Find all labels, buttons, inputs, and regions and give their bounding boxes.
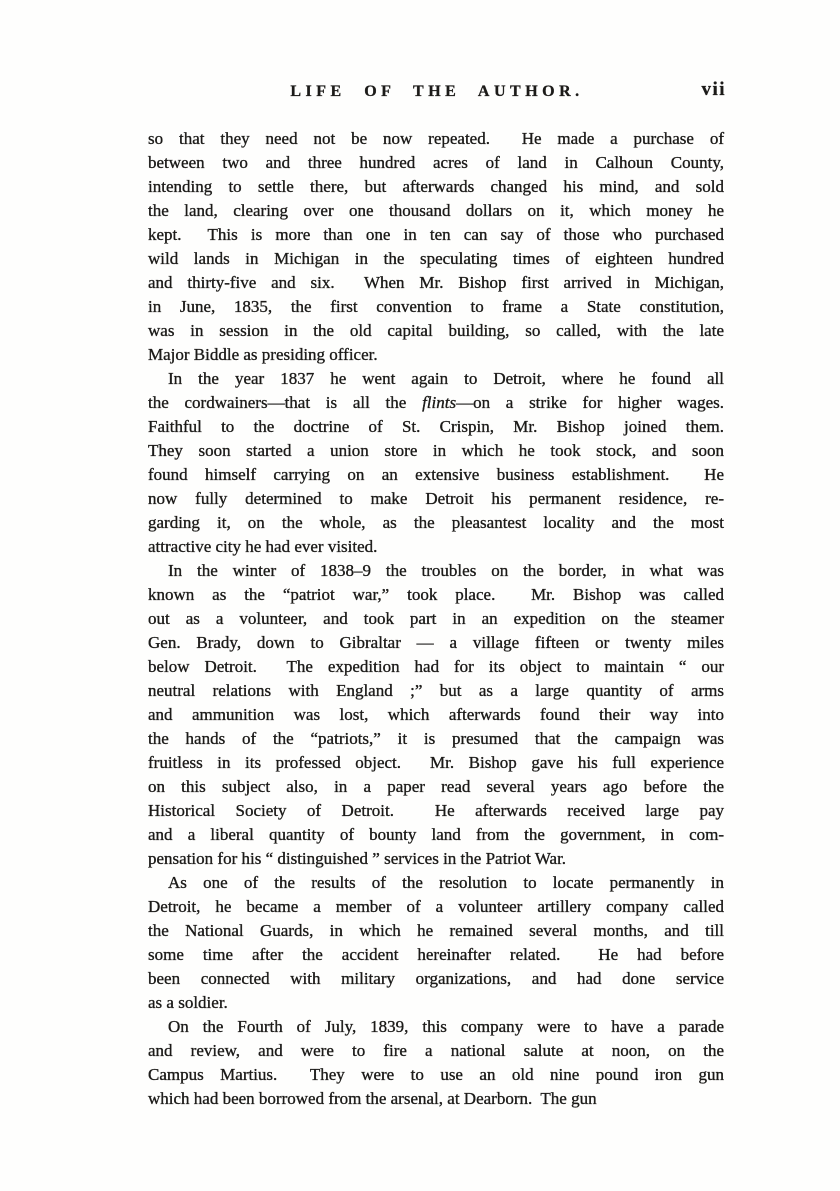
text-line: kept. This is more than one in ten can say of those who purchased — [148, 225, 724, 244]
text-line: some time after the accident hereinafter related. He had before — [148, 945, 724, 964]
text-line: wild lands in Michigan in the speculating times of eighteen hundred — [148, 249, 724, 268]
text-line: the cordwainers—that is all the flints—on a strike for higher wages. — [148, 393, 724, 412]
text-line: between two and three hundred acres of land in Calhoun County, — [148, 153, 724, 172]
paragraph — [148, 367, 724, 559]
text-line: Historical Society of Detroit. He afterwards received large pay — [148, 801, 724, 820]
paragraph — [148, 1015, 724, 1111]
text-line: Detroit, he became a member of a volunteer artillery company called — [148, 897, 724, 916]
text-line: and a liberal quantity of bounty land from the government, in com- — [148, 825, 724, 844]
text-line: as a soldier. — [148, 993, 228, 1012]
text-line: In the winter of 1838–9 the troubles on the border, in what was — [168, 561, 724, 580]
text-line: was in session in the old capital building, so called, with the late — [148, 321, 724, 340]
text-line: and ammunition was lost, which afterwards found their way into — [148, 705, 724, 724]
body-text — [148, 127, 724, 1111]
text-line: fruitless in its professed object. Mr. Bishop gave his full experience — [148, 753, 724, 772]
paragraph — [148, 127, 724, 367]
text-line: known as the “patriot war,” took place. Mr. Bishop was called — [148, 585, 724, 604]
text-line: been connected with military organizations, and had done service — [148, 969, 724, 988]
page-number: vii — [701, 79, 726, 100]
text-line: out as a volunteer, and took part in an expedition on the steamer — [148, 609, 724, 628]
text-line: found himself carrying on an extensive business establishment. He — [148, 465, 724, 484]
text-line: Major Biddle as presiding officer. — [148, 345, 378, 364]
text-line: On the Fourth of July, 1839, this company were to have a parade — [168, 1017, 724, 1036]
running-head — [148, 79, 726, 102]
text-line: the hands of the “patriots,” it is presumed that the campaign was — [148, 729, 724, 748]
text-line: which had been borrowed from the arsenal, at Dearborn. The gun — [148, 1089, 597, 1108]
text-line: in June, 1835, the first convention to frame a State constitution, — [148, 297, 724, 316]
paragraph — [148, 871, 724, 1015]
text-line: Gen. Brady, down to Gibraltar — a village fifteen or twenty miles — [148, 633, 724, 652]
text-line: below Detroit. The expedition had for its object to maintain “ our — [148, 657, 724, 676]
text-line: As one of the results of the resolution to locate permanently in — [168, 873, 724, 892]
text-line: Campus Martius. They were to use an old nine pound iron gun — [148, 1065, 724, 1084]
text-line: garding it, on the whole, as the pleasantest locality and the most — [148, 513, 724, 532]
text-line: pensation for his “ distinguished ” services in the Patriot War. — [148, 849, 567, 868]
text-line: Faithful to the doctrine of St. Crispin, Mr. Bishop joined them. — [148, 417, 724, 436]
text-line: and thirty-five and six. When Mr. Bishop first arrived in Michigan, — [148, 273, 724, 292]
text-line: attractive city he had ever visited. — [148, 537, 378, 556]
text-line: neutral relations with England ;” but as a large quantity of arms — [148, 681, 724, 700]
text-line: so that they need not be now repeated. He made a purchase of — [148, 129, 724, 148]
text-line: and review, and were to fire a national salute at noon, on the — [148, 1041, 724, 1060]
page-title: LIFE OF THE AUTHOR. — [290, 83, 584, 100]
paragraph — [148, 559, 724, 871]
text-line: the land, clearing over one thousand dollars on it, which money he — [148, 201, 724, 220]
text-line: In the year 1837 he went again to Detroit, where he found all — [168, 369, 724, 388]
text-line: now fully determined to make Detroit his permanent residence, re- — [148, 489, 724, 508]
text-line: the National Guards, in which he remained several months, and till — [148, 921, 724, 940]
text-line: They soon started a union store in which he took stock, and soon — [148, 441, 724, 460]
text-line: on this subject also, in a paper read several years ago before the — [148, 777, 724, 796]
text-line: intending to settle there, but afterwards changed his mind, and sold — [148, 177, 724, 196]
